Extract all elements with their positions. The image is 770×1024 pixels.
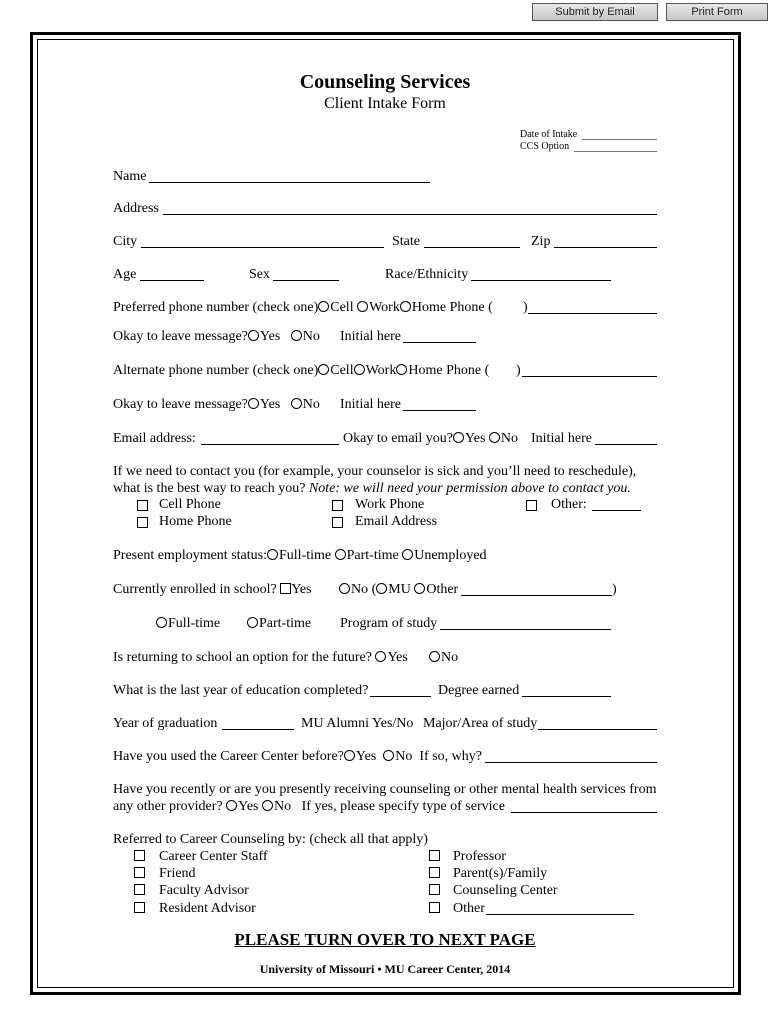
email-yes-radio[interactable] <box>453 432 464 443</box>
city-label: City <box>113 234 138 249</box>
referred-faculty-label: Faculty Advisor <box>159 883 249 898</box>
services-yes-radio[interactable] <box>226 800 237 811</box>
email-initial-label: Initial here <box>531 431 593 446</box>
contact-home-label: Home Phone <box>159 514 232 529</box>
submit-by-email-button[interactable]: Submit by Email <box>532 3 658 21</box>
preferred-phone-row <box>113 300 493 316</box>
alternate-phone-paren: ) <box>516 363 521 378</box>
preferred-cell-label: Cell <box>330 300 354 315</box>
ccs-option-label: CCS Option <box>520 141 570 152</box>
returning-yes-label: Yes <box>387 650 408 665</box>
message2-no-radio[interactable] <box>291 398 302 409</box>
message1-initial-label: Initial here <box>340 329 402 344</box>
message2-row <box>113 397 320 413</box>
school-other-label: Other <box>426 582 459 597</box>
services-no-radio[interactable] <box>262 800 273 811</box>
returning-no-label: No <box>441 650 459 665</box>
career-no-radio[interactable] <box>383 750 394 761</box>
preferred-phone-label: Preferred phone number (check one) <box>113 300 319 315</box>
contact-cell-checkbox[interactable] <box>137 500 148 511</box>
referred-other-label: Other <box>453 901 485 916</box>
contact-note: Note: we will need your permission above to contact you. <box>308 481 631 496</box>
employment-full-label: Full-time <box>278 548 332 563</box>
career-why-field[interactable] <box>485 762 657 763</box>
school-paren: ) <box>612 582 617 597</box>
referred-counseling-label: Counseling Center <box>453 883 558 898</box>
referred-resident-checkbox[interactable] <box>134 902 145 913</box>
contact-work-label: Work Phone <box>355 497 425 512</box>
ccs-option-field[interactable] <box>574 151 657 152</box>
preferred-work-radio[interactable] <box>357 301 368 312</box>
message1-row <box>113 329 320 345</box>
alternate-work-label: Work <box>365 363 397 378</box>
date-of-intake-label: Date of Intake <box>520 129 578 140</box>
contact-email-checkbox[interactable] <box>332 517 343 528</box>
study-full-radio[interactable] <box>156 617 167 628</box>
date-of-intake-field[interactable] <box>582 139 657 140</box>
school-mu-label: MU <box>388 582 411 597</box>
name-field[interactable] <box>149 182 430 183</box>
contact-work-checkbox[interactable] <box>332 500 343 511</box>
email-no-radio[interactable] <box>489 432 500 443</box>
referred-professor-label: Professor <box>453 849 506 864</box>
referred-faculty-checkbox[interactable] <box>134 884 145 895</box>
career-label: Have you used the Career Center before? <box>113 749 344 764</box>
school-yes-checkbox[interactable] <box>280 583 291 594</box>
message2-initial-field[interactable] <box>403 410 476 411</box>
alternate-home-label: Home Phone ( <box>408 363 490 378</box>
study-part-radio[interactable] <box>247 617 258 628</box>
referred-family-label: Parent(s)/Family <box>453 866 548 881</box>
race-label: Race/Ethnicity <box>385 267 469 282</box>
major-field[interactable] <box>538 729 657 730</box>
degree-field[interactable] <box>522 696 611 697</box>
message1-no-radio[interactable] <box>291 330 302 341</box>
school-mu-radio[interactable] <box>376 583 387 594</box>
graduation-field[interactable] <box>222 729 294 730</box>
returning-yes-radio[interactable] <box>375 651 386 662</box>
study-full-row <box>156 616 220 632</box>
sex-field[interactable] <box>273 280 339 281</box>
name-label: Name <box>113 169 147 184</box>
referred-professor-checkbox[interactable] <box>429 850 440 861</box>
email-no-label: No <box>500 431 519 446</box>
referred-counseling-checkbox[interactable] <box>429 884 440 895</box>
race-field[interactable] <box>471 280 611 281</box>
study-part-row <box>247 616 311 632</box>
contact-question-line2 <box>113 481 631 497</box>
print-form-button[interactable]: Print Form <box>666 3 768 21</box>
career-no-label: No <box>395 749 413 764</box>
preferred-cell-radio[interactable] <box>318 301 329 312</box>
message2-label: Okay to leave message? <box>113 397 248 412</box>
message2-yes-label: Yes <box>259 397 281 412</box>
preferred-home-radio[interactable] <box>400 301 411 312</box>
services-line1: Have you recently or are you presently receiving counseling or other mental health services from <box>113 782 657 797</box>
referred-other-field[interactable] <box>486 914 634 915</box>
preferred-phone-field[interactable] <box>528 313 657 314</box>
alternate-phone-row <box>113 363 489 379</box>
referred-other-checkbox[interactable] <box>429 902 440 913</box>
career-why-label: If so, why? <box>419 749 482 764</box>
services-yes-label: Yes <box>238 799 259 814</box>
referred-family-checkbox[interactable] <box>429 867 440 878</box>
employment-unemployed-label: Unemployed <box>414 548 487 563</box>
returning-no-row <box>429 650 458 666</box>
alternate-work-radio[interactable] <box>354 364 365 375</box>
referred-career-staff-checkbox[interactable] <box>134 850 145 861</box>
career-yes-label: Yes <box>355 749 377 764</box>
contact-cell-label: Cell Phone <box>159 497 221 512</box>
services-label: any other provider? <box>113 799 223 814</box>
services-no-label: No <box>274 799 292 814</box>
state-field[interactable] <box>424 247 520 248</box>
employment-full-radio[interactable] <box>267 549 278 560</box>
contact-email-label: Email Address <box>355 514 438 529</box>
state-label: State <box>392 234 420 249</box>
referred-career-staff-label: Career Center Staff <box>159 849 268 864</box>
education-label: What is the last year of education completed? <box>113 683 369 698</box>
career-yes-radio[interactable] <box>344 750 355 761</box>
school-label: Currently enrolled in school? <box>113 582 277 597</box>
school-row <box>113 582 312 598</box>
address-field[interactable] <box>163 214 657 215</box>
email-yes-label: Yes <box>465 431 486 446</box>
returning-no-radio[interactable] <box>429 651 440 662</box>
email-okay-row <box>343 431 518 447</box>
alternate-cell-radio[interactable] <box>318 364 329 375</box>
form-subtitle: Client Intake Form <box>324 95 446 112</box>
form-title: Counseling Services <box>299 71 471 93</box>
program-label: Program of study <box>340 616 438 631</box>
school-no-label: No ( <box>351 582 377 597</box>
alternate-cell-label: Cell <box>330 363 354 378</box>
referred-friend-checkbox[interactable] <box>134 867 145 878</box>
email-label: Email address: <box>113 431 196 446</box>
address-label: Address <box>113 201 159 216</box>
alternate-phone-field[interactable] <box>522 376 657 377</box>
returning-row <box>113 650 408 666</box>
age-field[interactable] <box>140 280 204 281</box>
message2-yes-radio[interactable] <box>248 398 259 409</box>
alternate-home-radio[interactable] <box>396 364 407 375</box>
school-other-field[interactable] <box>461 595 612 596</box>
alumni-label: MU Alumni Yes/No <box>301 716 414 731</box>
email-field[interactable] <box>201 444 339 445</box>
contact-other-checkbox[interactable] <box>526 500 537 511</box>
message2-initial-label: Initial here <box>340 397 402 412</box>
study-part-label: Part-time <box>259 616 312 631</box>
school-options <box>339 582 458 598</box>
message1-yes-radio[interactable] <box>248 330 259 341</box>
school-no-radio[interactable] <box>339 583 350 594</box>
preferred-work-label: Work <box>369 300 400 315</box>
degree-label: Degree earned <box>438 683 520 698</box>
employment-unemployed-radio[interactable] <box>402 549 413 560</box>
message1-label: Okay to leave message? <box>113 329 248 344</box>
career-row <box>113 749 482 765</box>
turn-over-notice: PLEASE TURN OVER TO NEXT PAGE <box>234 930 536 949</box>
contact-question-text: what is the best way to reach you? <box>113 481 306 496</box>
message2-no-label: No <box>302 397 320 412</box>
employment-label: Present employment status: <box>113 548 267 563</box>
referred-label: Referred to Career Counseling by: (check all that apply) <box>113 832 428 847</box>
footer-credit: University of Missouri • MU Career Center, 2014 <box>259 962 511 976</box>
city-field[interactable] <box>141 247 384 248</box>
email-initial-field[interactable] <box>595 444 657 445</box>
zip-label: Zip <box>531 234 551 249</box>
contact-other-field[interactable] <box>592 510 641 511</box>
referred-friend-label: Friend <box>159 866 196 881</box>
employment-row <box>113 548 487 564</box>
contact-question-line1: If we need to contact you (for example, your counselor is sick and you’ll need to reschedule), <box>113 464 637 479</box>
contact-other-label: Other: <box>551 497 587 512</box>
zip-field[interactable] <box>554 247 657 248</box>
services-row <box>113 799 505 815</box>
returning-label: Is returning to school an option for the future? <box>113 650 372 665</box>
employment-part-label: Part-time <box>346 548 399 563</box>
study-full-label: Full-time <box>168 616 221 631</box>
education-field[interactable] <box>370 696 431 697</box>
school-yes-label: Yes <box>291 582 312 597</box>
services-specify-label: If yes, please specify type of service <box>301 799 505 814</box>
services-specify-field[interactable] <box>511 812 657 813</box>
preferred-home-label: Home Phone ( <box>411 300 493 315</box>
employment-part-radio[interactable] <box>335 549 346 560</box>
referred-resident-label: Resident Advisor <box>159 901 256 916</box>
major-label: Major/Area of study <box>423 716 538 731</box>
sex-label: Sex <box>249 267 270 282</box>
program-field[interactable] <box>440 629 611 630</box>
school-other-radio[interactable] <box>414 583 425 594</box>
message1-initial-field[interactable] <box>403 342 476 343</box>
message1-yes-label: Yes <box>259 329 281 344</box>
message1-no-label: No <box>302 329 320 344</box>
graduation-label: Year of graduation <box>113 716 218 731</box>
age-label: Age <box>113 267 137 282</box>
email-okay-label: Okay to email you? <box>343 431 454 446</box>
alternate-phone-label: Alternate phone number (check one) <box>113 363 319 378</box>
preferred-phone-paren: ) <box>523 300 528 315</box>
contact-home-checkbox[interactable] <box>137 517 148 528</box>
